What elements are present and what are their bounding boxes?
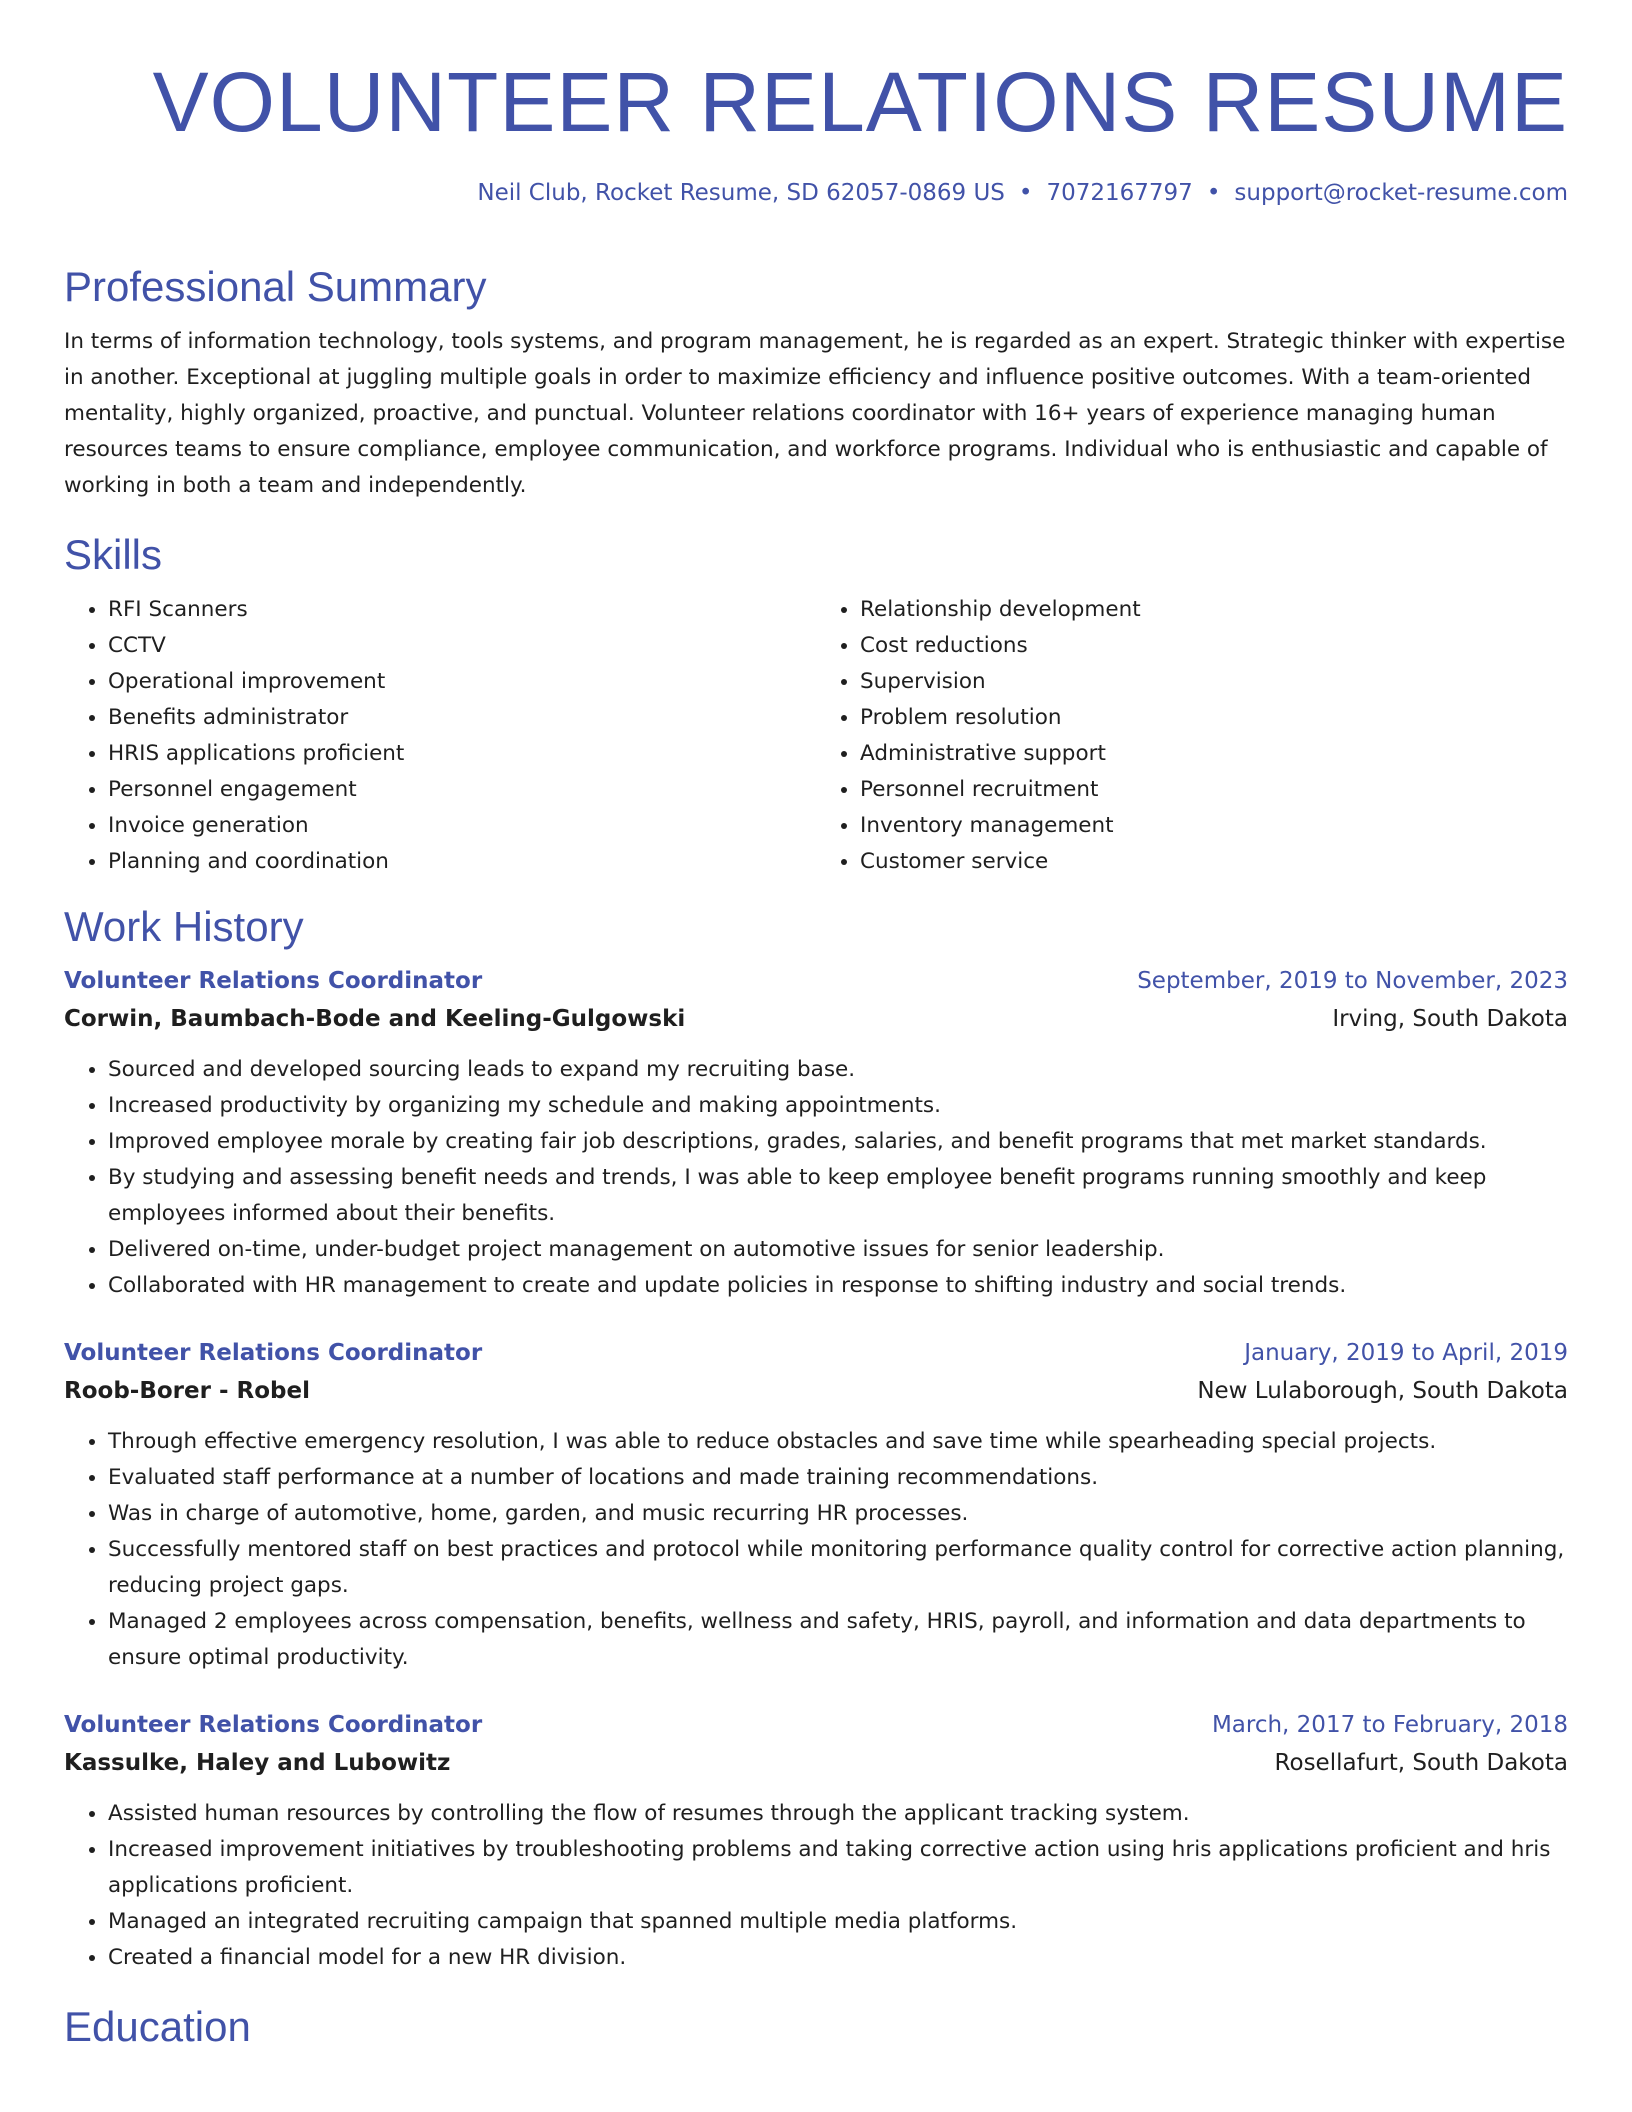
job-entry	[64, 962, 1568, 1304]
skill-item: • Problem resolution	[860, 700, 1568, 736]
duty-item: • Was in charge of automotive, home, garden, and music recurring HR processes.	[108, 1496, 1568, 1532]
job-dates: January, 2019 to April, 2019	[1244, 1340, 1568, 1366]
duty-item: • Managed 2 employees across compensation, benefits, wellness and safety, HRIS, payroll, and information and data departments to ensure optimal productivity.	[108, 1604, 1568, 1676]
contact-email[interactable]: support@rocket-resume.com	[1234, 180, 1568, 206]
job-location: Rosellafurt, South Dakota	[1274, 1750, 1568, 1776]
duty-item: • Increased productivity by organizing my schedule and making appointments.	[108, 1088, 1568, 1124]
company-name: Kassulke, Haley and Lubowitz	[64, 1750, 451, 1776]
duty-item: • Sourced and developed sourcing leads to expand my recruiting base.	[108, 1052, 1568, 1088]
job-subheader	[64, 1372, 1568, 1410]
skills-column-left	[64, 592, 816, 880]
skill-item: • Invoice generation	[108, 808, 816, 844]
job-duties	[64, 1796, 1568, 1976]
resume-body	[64, 262, 1568, 2052]
separator-dot: •	[1018, 180, 1033, 206]
job-header	[64, 1334, 1568, 1372]
skill-item: • Customer service	[860, 844, 1568, 880]
job-duties	[64, 1424, 1568, 1676]
duty-item: • Managed an integrated recruiting campaign that spanned multiple media platforms.	[108, 1904, 1568, 1940]
skill-item: • HRIS applications proficient	[108, 736, 816, 772]
resume-title: VOLUNTEER RELATIONS RESUME	[152, 55, 1568, 149]
skill-item: • Administrative support	[860, 736, 1568, 772]
work-history-heading: Work History	[64, 903, 304, 950]
contact-line	[477, 178, 1568, 208]
skill-item: • Relationship development	[860, 592, 1568, 628]
job-subheader	[64, 1000, 1568, 1038]
job-location: Irving, South Dakota	[1332, 1006, 1568, 1032]
company-name: Roob-Borer - Robel	[64, 1378, 310, 1404]
duty-item: • Increased improvement initiatives by troubleshooting problems and taking corrective action using hris applications proficient and hris applications proficient.	[108, 1832, 1568, 1904]
job-entry	[64, 1334, 1568, 1676]
contact-phone[interactable]: 7072167797	[1046, 180, 1193, 206]
job-location: New Lulaborough, South Dakota	[1197, 1378, 1568, 1404]
job-header	[64, 962, 1568, 1000]
skills-column-right	[816, 592, 1568, 880]
skill-item: • Supervision	[860, 664, 1568, 700]
duty-item: • By studying and assessing benefit needs and trends, I was able to keep employee benefit programs running smoothly and keep employees informed about their benefits.	[108, 1160, 1568, 1232]
skill-item: • Operational improvement	[108, 664, 816, 700]
job-title: Volunteer Relations Coordinator	[64, 968, 483, 994]
skill-item: • Personnel recruitment	[860, 772, 1568, 808]
skills-heading: Skills	[64, 531, 163, 578]
duty-item: • Evaluated staff performance at a number of locations and made training recommendations.	[108, 1460, 1568, 1496]
skill-item: • CCTV	[108, 628, 816, 664]
skill-item: • RFI Scanners	[108, 592, 816, 628]
job-dates: September, 2019 to November, 2023	[1137, 968, 1568, 994]
duty-item: • Successfully mentored staff on best practices and protocol while monitoring performance quality control for corrective action planning, reducing project gaps.	[108, 1532, 1568, 1604]
summary-text: In terms of information technology, tools systems, and program management, he is regarded as an expert. Strategic thinker with expertise in another. Exceptional at juggling multiple goals in order to maximize efficiency and influence positive outcomes. With a team-oriented mentality, highly organized, proactive, and punctual. Volunteer relations coordinator with 16+ years of experience managing human resources teams to ensure compliance, employee communication, and workforce programs. Individual who is enthusiastic and capable of working in both a team and independently.	[64, 329, 1566, 498]
job-title: Volunteer Relations Coordinator	[64, 1340, 483, 1366]
job-header	[64, 1706, 1568, 1744]
company-name: Corwin, Baumbach-Bode and Keeling-Gulgowski	[64, 1006, 686, 1032]
skills-list	[64, 592, 1568, 880]
job-entry	[64, 1706, 1568, 1976]
duty-item: • Improved employee morale by creating fair job descriptions, grades, salaries, and benefit programs that met market standards.	[108, 1124, 1568, 1160]
summary-heading: Professional Summary	[64, 263, 487, 310]
skill-item: • Personnel engagement	[108, 772, 816, 808]
skill-item: • Benefits administrator	[108, 700, 816, 736]
duty-item: • Through effective emergency resolution, I was able to reduce obstacles and save time while spearheading special projects.	[108, 1424, 1568, 1460]
job-dates: March, 2017 to February, 2018	[1211, 1712, 1568, 1738]
skill-item: • Cost reductions	[860, 628, 1568, 664]
job-title: Volunteer Relations Coordinator	[64, 1712, 483, 1738]
skill-item: • Planning and coordination	[108, 844, 816, 880]
duty-item: • Assisted human resources by controlling the flow of resumes through the applicant tracking system.	[108, 1796, 1568, 1832]
duty-item: • Delivered on-time, under-budget project management on automotive issues for senior leadership.	[108, 1232, 1568, 1268]
duty-item: • Created a financial model for a new HR division.	[108, 1940, 1568, 1976]
contact-address: Neil Club, Rocket Resume, SD 62057-0869 US	[477, 180, 1005, 206]
education-heading: Education	[64, 2003, 251, 2050]
job-duties	[64, 1052, 1568, 1304]
skill-item: • Inventory management	[860, 808, 1568, 844]
separator-dot: •	[1206, 180, 1221, 206]
job-subheader	[64, 1744, 1568, 1782]
duty-item: • Collaborated with HR management to create and update policies in response to shifting industry and social trends.	[108, 1268, 1568, 1304]
